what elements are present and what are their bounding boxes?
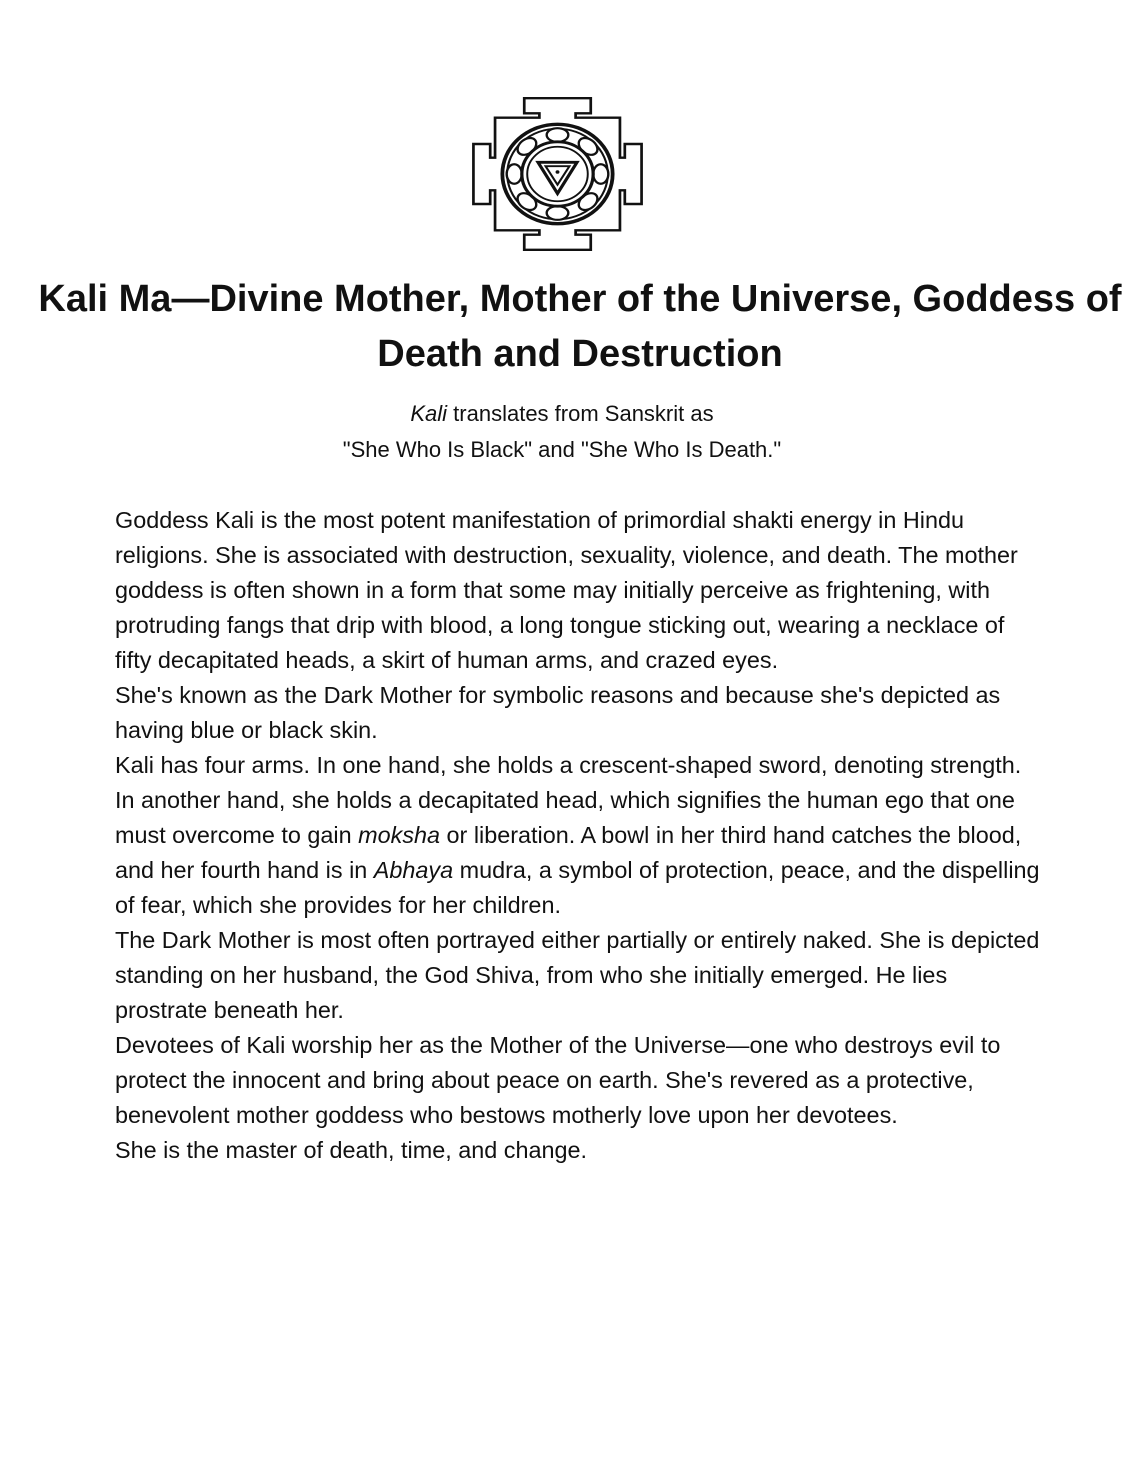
paragraph-2: She's known as the Dark Mother for symbolic reasons and because she's depicted as having blue or black skin.: [115, 682, 1001, 743]
subtitle-kali: Kali: [410, 401, 448, 426]
subtitle: [0, 396, 1124, 468]
p3-a: Kali has four arms. In one hand, she holds a crescent-shaped sword, denoting strength. In another hand, she holds a decapitated head, which signifies the human ego that one must overcome to gain: [115, 752, 1022, 848]
paragraph-3: [115, 748, 1045, 923]
p3-abhaya: Abhaya: [373, 857, 454, 883]
paragraph-5: Devotees of Kali worship her as the Mother of the Universe—one who destroys evil to protect the innocent and bring about peace on earth. She's revered as a protective, benevolent mother goddess who bestows motherly love upon her devotees.: [115, 1032, 1001, 1128]
p3-moksha: moksha: [358, 822, 441, 848]
paragraph-6: She is the master of death, time, and change.: [115, 1137, 587, 1163]
paragraph-1: Goddess Kali is the most potent manifestation of primordial shakti energy in Hindu religions. She is associated with destruction, sexuality, violence, and death. The mother goddess is often shown in a form that some may initially perceive as frightening, with protruding fangs that drip with blood, a long tongue sticking out, wearing a necklace of fifty decapitated heads, a skirt of human arms, and crazed eyes.: [115, 507, 1018, 673]
p3-b: or liberation. A bowl in her third hand catches the blood, and her fourth hand is in: [115, 822, 1022, 883]
subtitle-line2: "She Who Is Black" and "She Who Is Death.": [342, 437, 782, 462]
p3-c: mudra, a symbol of protection, peace, and the dispelling of fear, which she provides for her children.: [115, 857, 1040, 918]
subtitle-line1: translates from Sanskrit as: [447, 401, 714, 426]
body-text: [115, 503, 1045, 1168]
kali-yantra-icon: [471, 96, 644, 252]
paragraph-4: The Dark Mother is most often portrayed either partially or entirely naked. She is depicted standing on her husband, the God Shiva, from who she initially emerged. He lies prostrate beneath her.: [115, 927, 1040, 1023]
page-title: Kali Ma—Divine Mother, Mother of the Universe, Goddess of Death and Destruction: [38, 278, 1122, 375]
